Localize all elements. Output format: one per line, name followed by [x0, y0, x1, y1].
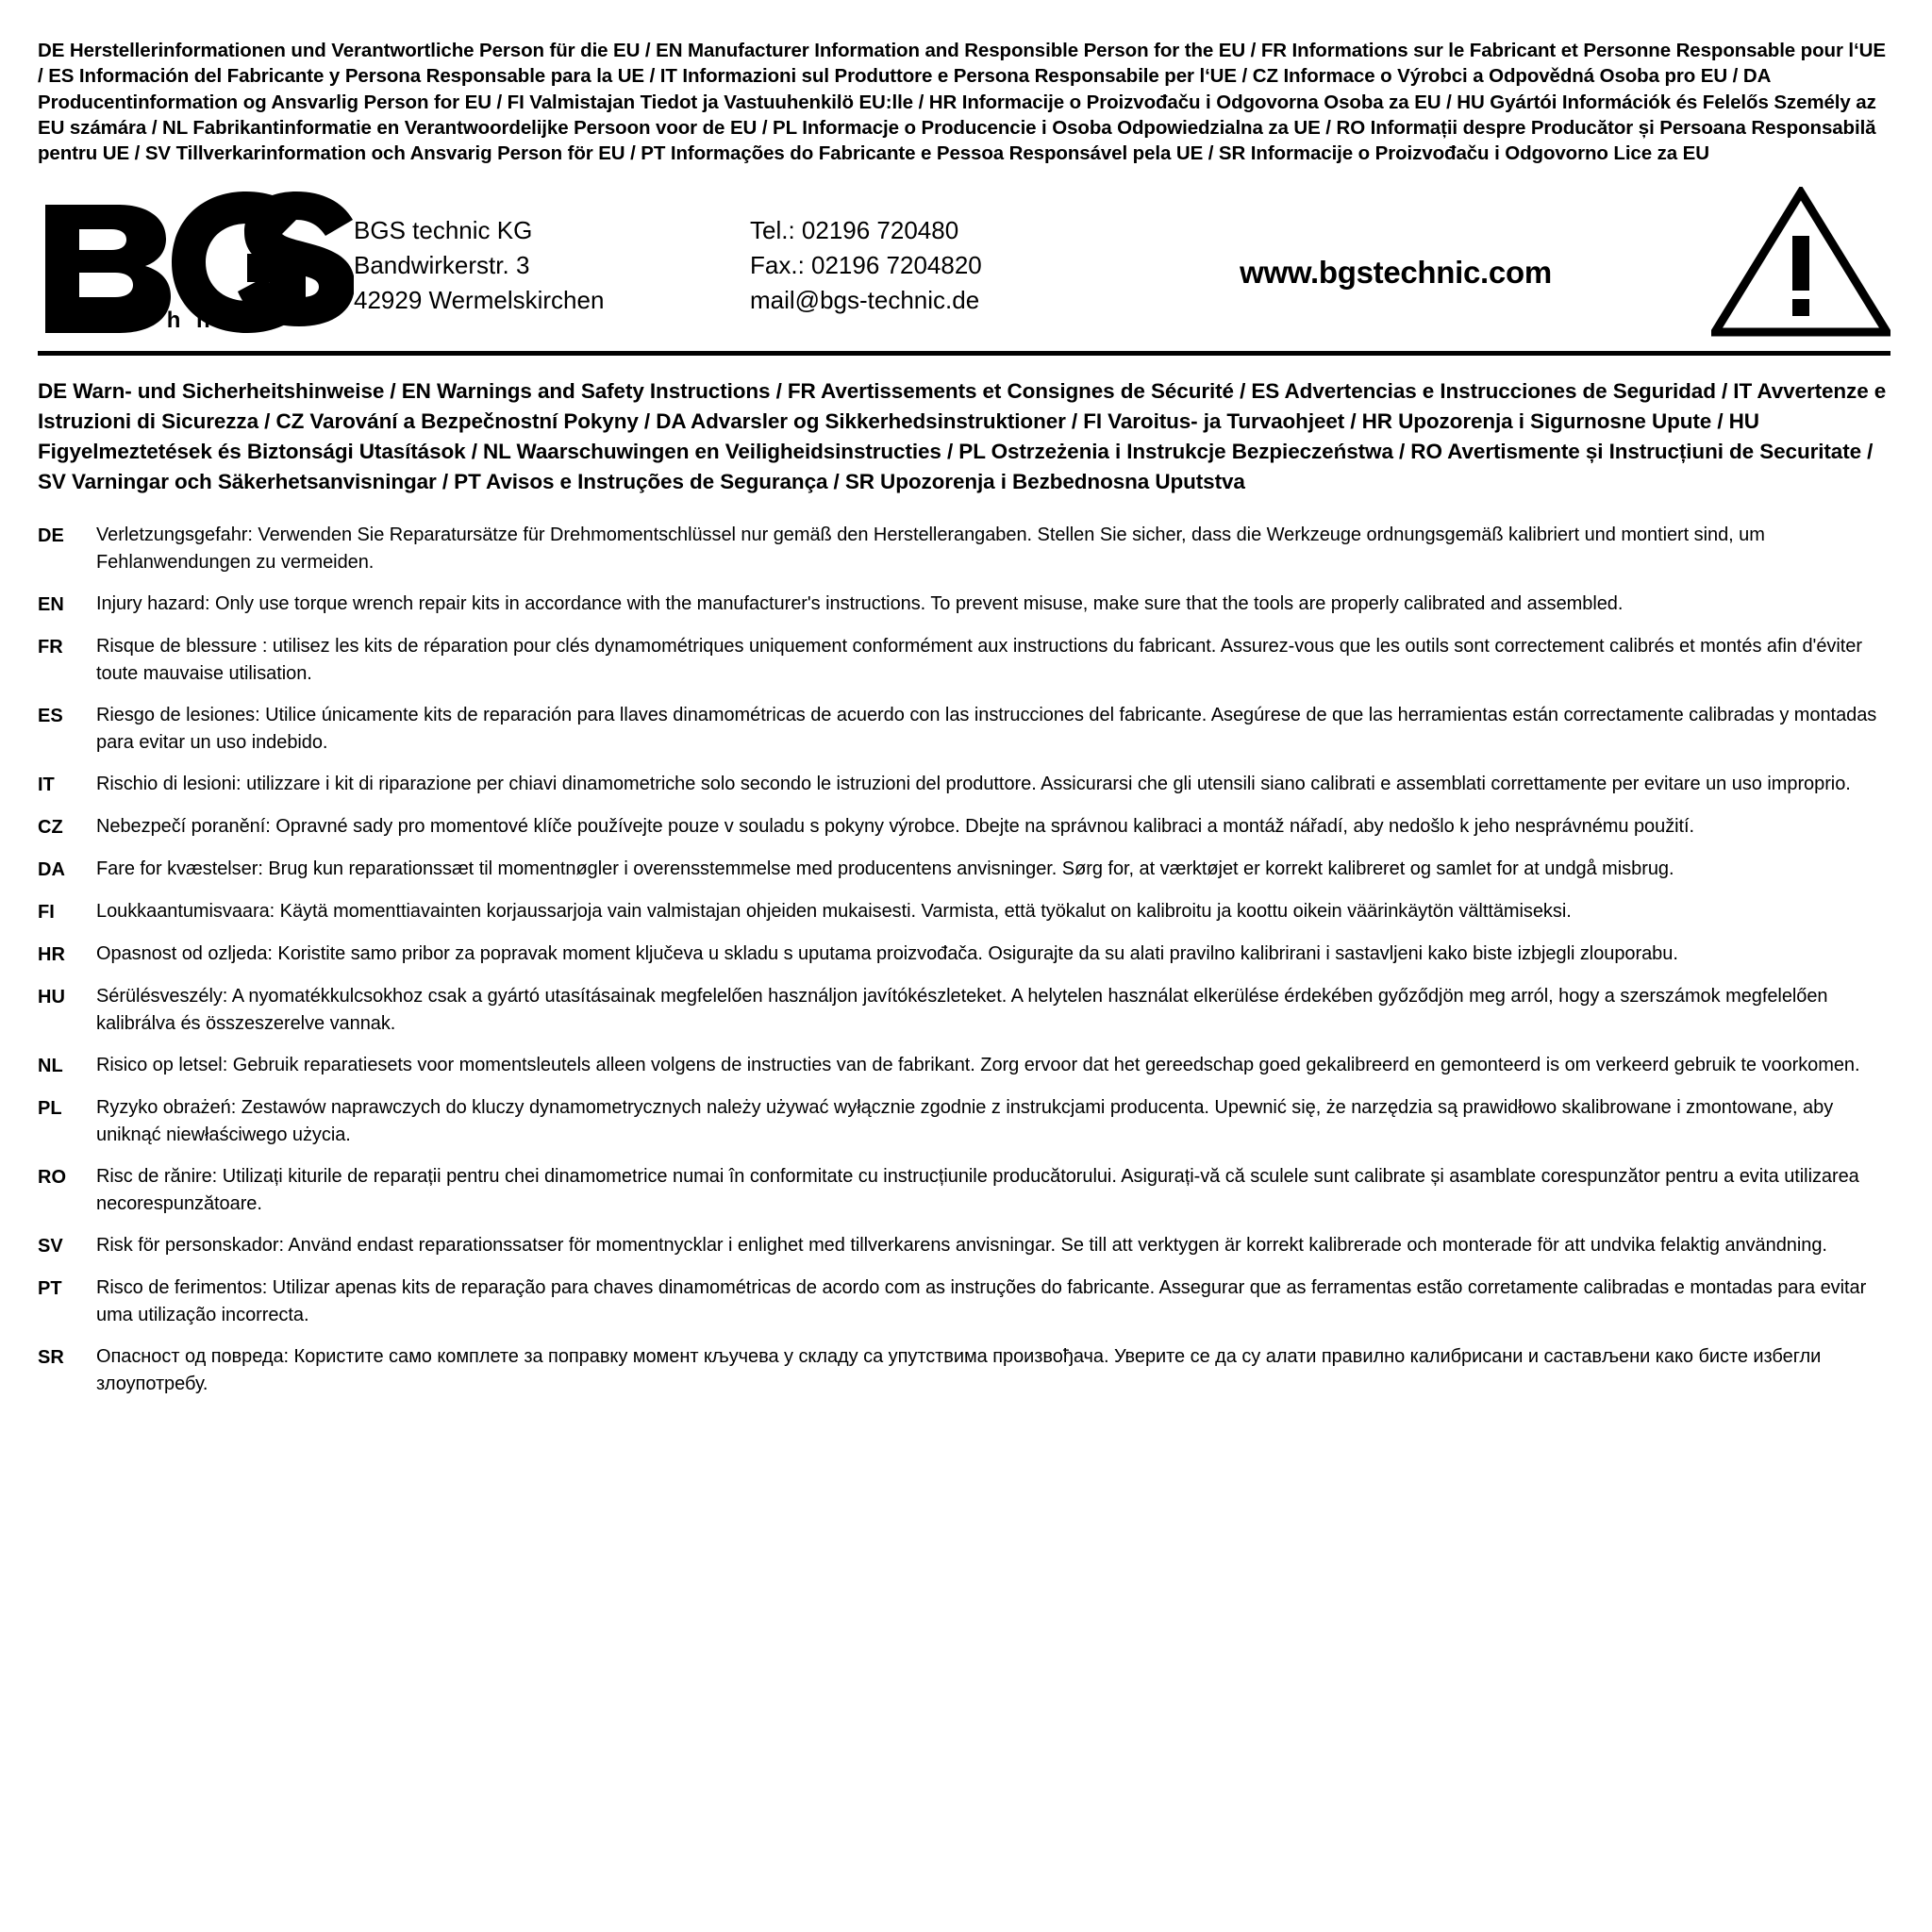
company-email[interactable]: mail@bgs-technic.de — [750, 285, 980, 314]
warning-row — [38, 633, 1890, 688]
warning-text: Sérülésveszély: A nyomatékkulcsokhoz csak a gyártó utasításainak megfelelően használjon javítókészleteket. A helytelen használat elkerülése érdekében győződjön meg arról, hogy a szerszámok megfelelően kalibrálva és összeszerelve vannak. — [96, 986, 1828, 1034]
warning-text: Riesgo de lesiones: Utilice únicamente kits de reparación para llaves dinamométricas de acuerdo con las instrucciones del fabricante. Asegúrese de que las herramientas están correctamente calibradas y montadas para evitar un uso indebido. — [96, 705, 1877, 753]
svg-text:®: ® — [318, 197, 337, 226]
warning-row — [38, 1052, 1890, 1080]
language-code: IT — [38, 774, 55, 795]
warning-text: Fare for kvæstelser: Brug kun reparationssæt til momentnøgler i overensstemmelse med producentens anvisninger. Sørg for, at værktøjet er korrekt kalibreret og samlet for at undgå misbrug. — [96, 858, 1674, 879]
language-code: SR — [38, 1347, 64, 1368]
warning-text: Risco de ferimentos: Utilizar apenas kits de reparação para chaves dinamométricas de acordo com as instruções do fabricante. Assegurar que as ferramentas estão corretamente calibradas e montadas para evitar uma utilização incorrecta. — [96, 1277, 1867, 1325]
warning-text: Injury hazard: Only use torque wrench repair kits in accordance with the manufacturer's instructions. To prevent misuse, make sure that the tools are properly calibrated and assembled. — [96, 593, 1624, 614]
company-contact — [750, 208, 1090, 318]
warning-row — [38, 1232, 1890, 1260]
language-code: NL — [38, 1056, 63, 1076]
warning-text: Опасност од повреда: Користите само комплете за поправку момент кључева у складу са упутствима произвођача. Уверите се да су алати правилно калибрисани и састављени како бисте избегли злоупотребу. — [96, 1346, 1822, 1394]
manufacturer-info-heading: DE Herstellerinformationen und Verantwortliche Person für die EU / EN Manufacturer Information and Responsible Person for the EU / FR Informations sur le Fabricant et Personne Responsable pour l‘UE / ES Información del Fabricante y Persona Responsable para la UE / IT Informazioni sul Produttore e Persona Responsabile per l‘UE / CZ Informace o Výrobci a Odpovědná Osoba pro EU / DA Producentinformation og Ansvarlig Person for EU / FI Valmistajan Tiedot ja Vastuuhenkilö EU:lle / HR Informacije o Proizvođaču i Odgovorna Osoba za EU / HU Gyártói Információk és Felelős Személy az EU számára / NL Fabrikantinformatie en Verantwoordelijke Persoon voor de EU / PL Informacje o Producencie i Osoba Odpowiedzialna za UE / RO Informații despre Producător și Persoana Responsabilă pentru UE / SV Tillverkarinformation och Ansvarig Person för EU / PT Informações do Fabricante e Pessoa Responsável pela UE / SR Informacije o Proizvođaču i Odgovorno Lice za EU — [38, 40, 1886, 164]
warning-text: Risk för personskador: Använd endast reparationssatser för momentnycklar i enlighet med tillverkarens anvisningar. Se till att verktygen är korrekt kalibrerade och monterade för att undvika felaktig användning. — [96, 1235, 1827, 1256]
warning-row — [38, 591, 1890, 619]
company-info-band — [38, 179, 1890, 356]
language-code: PL — [38, 1098, 62, 1119]
warning-text: Nebezpečí poranění: Opravné sady pro momentové klíče používejte pouze v souladu s pokyny výrobce. Dbejte na správnou kalibraci a montáž nářadí, aby nedošlo k jeho nesprávnému použití. — [96, 816, 1695, 837]
warning-row — [38, 1343, 1890, 1398]
bgs-logo — [38, 192, 354, 333]
language-code: FI — [38, 902, 55, 923]
warning-row — [38, 941, 1890, 969]
language-code: DE — [38, 525, 64, 546]
company-website[interactable]: www.bgstechnic.com — [1240, 255, 1552, 291]
language-code: HR — [38, 944, 65, 965]
warning-row — [38, 771, 1890, 799]
warning-row — [38, 1094, 1890, 1149]
warning-text: Risc de rănire: Utilizați kiturile de reparații pentru chei dinamometrice numai în conformitate cu instrucțiunile producătorului. Asigurați-vă că sculele sunt calibrate și asamblate corespunzător pentru a evita utilizarea necorespunzătoare. — [96, 1166, 1859, 1214]
svg-text:t e c h n i c: t e c h n i c — [87, 308, 266, 334]
company-street: Bandwirkerstr. 3 — [354, 250, 530, 279]
language-code: HU — [38, 987, 65, 1008]
language-code: EN — [38, 594, 64, 615]
company-city: 42929 Wermelskirchen — [354, 285, 605, 314]
warning-row — [38, 1274, 1890, 1329]
safety-instructions-heading: DE Warn- und Sicherheitshinweise / EN Warnings and Safety Instructions / FR Avertissements et Consignes de Sécurité / ES Advertencias e Instrucciones de Seguridad / IT Avvertenze e Istruzioni di Sicurezza / CZ Varování a Bezpečnostní Pokyny / DA Advarsler og Sikkerhedsinstruktioner / FI Varoitus- ja Turvaohjeet / HR Upozorenja i Sigurnosne Upute / HU Figyelmeztetések és Biztonsági Utasítások / NL Waarschuwingen en Veiligheidsinstructies / PL Ostrzeżenia i Instrukcje Bezpieczeństwa / RO Avertismente și Instrucțiuni de Securitate / SV Varningar och Säkerhetsanvisningar / PT Avisos e Instruções de Segurança / SR Upozorenja i Bezbednosna Uputstva — [38, 379, 1887, 494]
warning-row — [38, 898, 1890, 926]
language-code: SV — [38, 1236, 63, 1257]
warning-text: Loukkaantumisvaara: Käytä momenttiavainten korjaussarjoja vain valmistajan ohjeiden mukaisesti. Varmista, että työkalut on kalibroitu ja koottu oikein väärinkäytön välttämiseksi. — [96, 901, 1572, 922]
warning-row — [38, 813, 1890, 841]
warning-text: Risque de blessure : utilisez les kits de réparation pour clés dynamométriques uniquement conformément aux instructions du fabricant. Assurez-vous que les outils sont correctement calibrés et montés afin d'éviter toute mauvaise utilisation. — [96, 636, 1862, 684]
language-code: PT — [38, 1278, 62, 1299]
warning-row — [38, 983, 1890, 1038]
warning-row — [38, 522, 1890, 576]
warning-text: Risico op letsel: Gebruik reparatiesets voor momentsleutels alleen volgens de instructies van de fabrikant. Zorg ervoor dat het gereedschap goed gekalibreerd en gemonteerd is om verkeerd gebruik te voorkomen. — [96, 1055, 1860, 1075]
language-code: FR — [38, 637, 63, 658]
language-code: DA — [38, 859, 65, 880]
warning-text: Rischio di lesioni: utilizzare i kit di riparazione per chiavi dinamometriche solo secondo le istruzioni del produttore. Assicurarsi che gli utensili siano calibrati e assemblati correttamente per evitare un uso improprio. — [96, 774, 1851, 794]
warning-text: Opasnost od ozljeda: Koristite samo pribor za popravak moment ključeva u skladu s uputama proizvođača. Osigurajte da su alati pravilno kalibrirani i sastavljeni kako biste izbjegli zlouporabu. — [96, 943, 1678, 964]
warnings-list — [38, 522, 1890, 1398]
company-name: BGS technic KG — [354, 215, 533, 244]
warning-row — [38, 1163, 1890, 1218]
language-code: ES — [38, 706, 63, 726]
warning-text: Ryzyko obrażeń: Zestawów naprawczych do kluczy dynamometrycznych należy używać wyłącznie zgodnie z instrukcjami producenta. Upewnić się, że narzędzia są prawidłowo skalibrowane i zmontowane, aby uniknąć niewłaściwego użycia. — [96, 1097, 1834, 1145]
company-address — [354, 208, 750, 318]
language-code: RO — [38, 1167, 66, 1188]
warning-triangle-icon — [1702, 187, 1890, 338]
company-fax: Fax.: 02196 7204820 — [750, 250, 982, 279]
language-code: CZ — [38, 817, 63, 838]
warning-row — [38, 856, 1890, 884]
company-tel: Tel.: 02196 720480 — [750, 215, 959, 244]
warning-row — [38, 702, 1890, 757]
warning-text: Verletzungsgefahr: Verwenden Sie Reparatursätze für Drehmomentschlüssel nur gemäß den Herstellerangaben. Stellen Sie sicher, dass die Werkzeuge ordnungsgemäß kalibriert und montiert sind, um Fehlanwendungen zu vermeiden. — [96, 525, 1765, 573]
